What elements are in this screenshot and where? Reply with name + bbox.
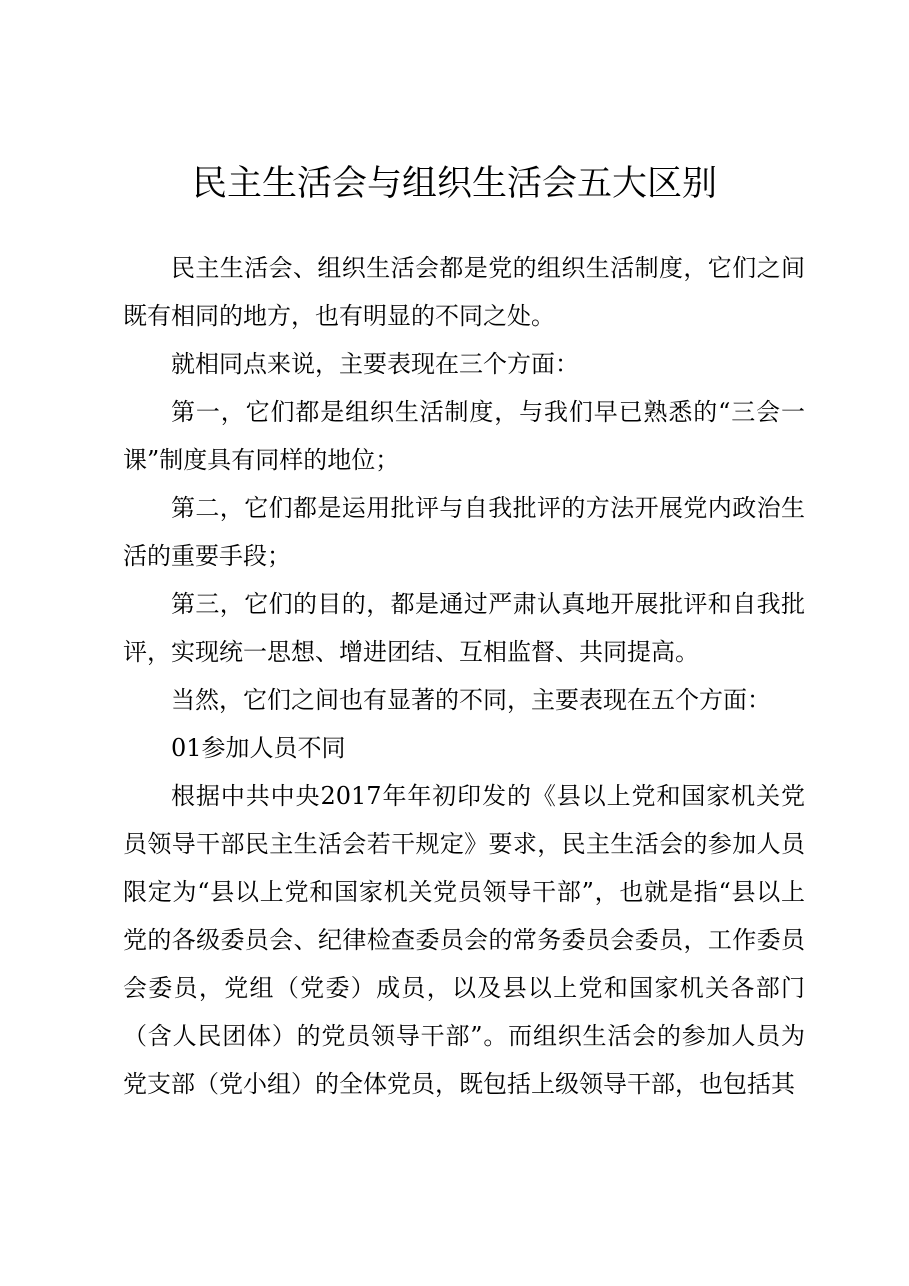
paragraph-differences-heading: 当然，它们之间也有显著的不同，主要表现在五个方面：: [171, 686, 771, 714]
paragraph-point-one: 第一，它们都是组织生活制度，与我们早已熟悉的“三会一课”制度具有同样的地位；: [123, 398, 805, 474]
document-title: 民主生活会与组织生活会五大区别: [191, 164, 717, 204]
document-body: [123, 244, 805, 1108]
paragraph-point-two: 第二，它们都是运用批评与自我批评的方法开展党内政治生活的重要手段；: [123, 494, 805, 570]
section-heading-participants: 01参加人员不同: [171, 734, 346, 762]
paragraph-intro: 民主生活会、组织生活会都是党的组织生活制度，它们之间既有相同的地方，也有明显的不同之处。: [123, 254, 805, 330]
paragraph-point-three: 第三，它们的目的，都是通过严肃认真地开展批评和自我批评，实现统一思想、增进团结、互相监督、共同提高。: [123, 590, 805, 666]
paragraph-participants: 根据中共中央2017年年初印发的《县以上党和国家机关党员领导干部民主生活会若干规定》要求，民主生活会的参加人员限定为“县以上党和国家机关党员领导干部”，也就是指“县以上党的各级委员会、纪律检查委员会的常务委员会委员，工作委员会委员，党组（党委）成员，以及县以上党和国家机关各部门（含人民团体）的党员领导干部”。而组织生活会的参加人员为党支部（党小组）的全体党员，既包括上级领导干部，也包括其: [123, 782, 805, 1098]
paragraph-similarities-heading: 就相同点来说，主要表现在三个方面：: [171, 350, 579, 378]
